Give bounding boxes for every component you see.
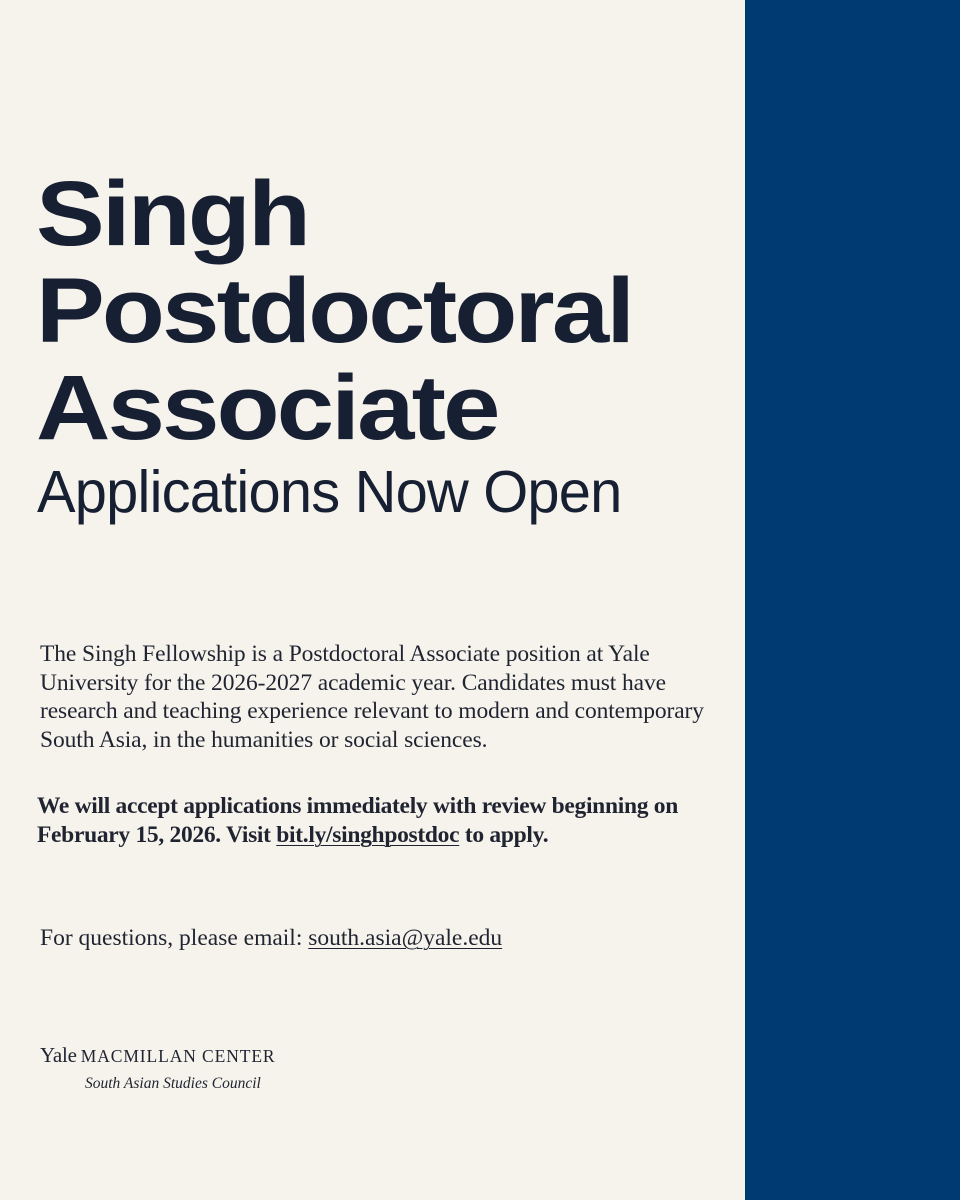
application-link[interactable]: bit.ly/singhpostdoc xyxy=(276,822,460,848)
application-prefix: We will accept applications immediately with review beginning on February 15, 2026. Visit xyxy=(37,793,678,848)
fellowship-description: The Singh Fellowship is a Postdoctoral Associate position at Yale University for the 2026-2027 academic year. Candidates must have research and teaching experience relevant to modern and contemporary South Asia, in the humanities or social sciences. xyxy=(40,641,704,753)
contact-prefix: For questions, please email: xyxy=(40,925,309,951)
contact-email-link[interactable]: south.asia@yale.edu xyxy=(308,925,503,951)
contact-info xyxy=(40,924,502,953)
blue-side-panel xyxy=(745,0,960,1200)
subtitle: Applications Now Open xyxy=(37,459,622,525)
yale-macmillan-logo xyxy=(40,1043,276,1092)
title-line-associate: Associate xyxy=(36,357,498,459)
logo-council: South Asian Studies Council xyxy=(85,1075,261,1092)
title-line-singh: Singh xyxy=(36,163,309,265)
application-info xyxy=(37,792,737,850)
application-suffix: to apply. xyxy=(459,822,549,848)
title-line-postdoctoral: Postdoctoral xyxy=(36,260,633,362)
logo-yale: Yale xyxy=(40,1043,77,1067)
logo-center: MACMILLAN CENTER xyxy=(80,1046,276,1066)
